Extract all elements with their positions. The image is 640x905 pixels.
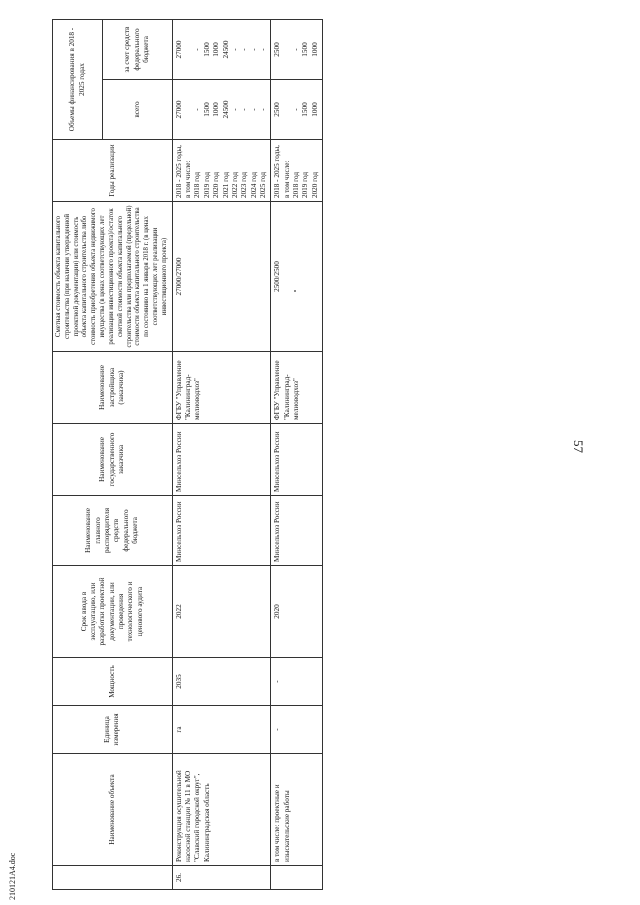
total-line: - xyxy=(292,108,301,111)
years-cell xyxy=(271,140,323,202)
table-row xyxy=(271,20,323,890)
federal-line: 27000 xyxy=(174,40,183,59)
developer-cell: ФГБУ "Управление "Калининград-мелиоводхоз" xyxy=(271,352,323,424)
federal-line: - xyxy=(292,48,301,51)
federal-line: 1000 xyxy=(212,42,221,57)
federal-line xyxy=(184,23,193,76)
total-line: 1500 xyxy=(202,102,211,117)
total-line: 24500 xyxy=(221,100,230,119)
deadline-cell: 2022 xyxy=(172,566,271,658)
cost-cell: 27000/27000 xyxy=(172,202,271,352)
years-line: 2018 - 2025 годы, xyxy=(174,145,183,198)
years-line: 2018 - 2025 годы, xyxy=(273,145,282,198)
capacity-cell: - xyxy=(271,658,323,706)
total-line: 1000 xyxy=(310,102,319,117)
customer-cell: Минсельхоз России xyxy=(271,424,323,496)
unit-cell: - xyxy=(271,706,323,754)
years-line: 2025 год xyxy=(259,172,267,198)
federal-line: - xyxy=(240,48,249,51)
total-line: 27000 xyxy=(174,100,183,119)
years-cell xyxy=(172,140,271,202)
rotated-table-container xyxy=(52,20,572,890)
total-line: - xyxy=(259,108,267,111)
document-id: 210121A4.doc xyxy=(8,852,17,900)
federal-line: - xyxy=(230,48,239,51)
capacity-cell: 2035 xyxy=(172,658,271,706)
developer-cell: ФГБУ "Управление "Калининград-мелиоводхоз" xyxy=(172,352,271,424)
years-line: 2021 год xyxy=(221,172,230,198)
header-deadline: Срок ввода в эксплуатацию, или разработки проектной документации, или проведения технологического и ценового аудита xyxy=(53,566,173,658)
header-capacity: Мощность xyxy=(53,658,173,706)
years-line: 2020 год xyxy=(212,172,221,198)
header-financing: Объемы финансирования в 2018 - 2025 годах xyxy=(53,20,103,140)
federal-cell xyxy=(271,20,323,80)
years-line: 2019 год xyxy=(202,172,211,198)
object-name: Реконструкция осушительной насосной станции № 11 в МО "Славский городской округ", Калининградская область xyxy=(172,754,271,866)
total-line: - xyxy=(230,108,239,111)
federal-line xyxy=(283,23,292,76)
header-unit: Единица измерения xyxy=(53,706,173,754)
total-line: - xyxy=(240,108,249,111)
header-cost: Сметная стоимость объекта капитального строительства (при наличии утвержденной проектной документации) или стоимость объекта капитального строительства либо стоимость приобретения объекта недвижимого имущества (в ценах соответствующих лет реализации инвестиционного проекта)/остаток сметной стоимости объекта капитального строительства или предполагаемой (предельной) стоимости объекта капитального строительства по состоянию на 1 января 2018 г. (в ценах соответствующих лет реализации инвестиционного проекта) xyxy=(53,202,173,352)
years-line: 2023 год xyxy=(240,172,249,198)
chief-cell: Минсельхоз России xyxy=(172,496,271,566)
table-body xyxy=(172,20,322,890)
years-line: 2022 год xyxy=(230,172,239,198)
total-line xyxy=(283,83,292,136)
federal-line: - xyxy=(259,48,267,51)
deadline-cell: 2020 xyxy=(271,566,323,658)
years-line: 2024 год xyxy=(249,172,258,198)
header-total: всего xyxy=(103,80,173,140)
federal-line: 1500 xyxy=(301,42,310,57)
header-name: Наименование объекта xyxy=(53,754,173,866)
federal-line: 2500 xyxy=(273,42,282,57)
years-line: 2020 год xyxy=(310,172,319,198)
investment-table xyxy=(52,19,323,890)
row-number: 26. xyxy=(172,866,271,890)
total-line: 1500 xyxy=(301,102,310,117)
years-line: 2018 год xyxy=(292,172,301,198)
table-header xyxy=(53,20,173,890)
years-line: 2019 год xyxy=(301,172,310,198)
header-customer: Наименование государственного заказчика xyxy=(53,424,173,496)
federal-line: 1000 xyxy=(310,42,319,57)
object-name: в том числе: проектные и изыскательские работы xyxy=(271,754,323,866)
total-cell xyxy=(172,80,271,140)
cost-cell: 2500/2500 xyxy=(271,202,323,352)
header-chief: Наименование главного распорядителя средств федерального бюджета xyxy=(53,496,173,566)
table-row xyxy=(172,20,271,890)
years-line: в том числе: xyxy=(282,160,291,198)
header-developer: Наименование застройщика (заказчика) xyxy=(53,352,173,424)
total-line xyxy=(184,83,193,136)
total-line: 2500 xyxy=(273,102,282,117)
total-line: - xyxy=(249,108,258,111)
federal-line: - xyxy=(249,48,258,51)
unit-cell: га xyxy=(172,706,271,754)
row-number xyxy=(271,866,323,890)
header-num xyxy=(53,866,173,890)
customer-cell: Минсельхоз России xyxy=(172,424,271,496)
chief-cell: Минсельхоз России xyxy=(271,496,323,566)
header-years: Годы реализации xyxy=(53,140,173,202)
total-cell xyxy=(271,80,323,140)
years-line: 2018 год xyxy=(193,172,202,198)
federal-line: 1500 xyxy=(202,42,211,57)
years-line: в том числе: xyxy=(184,160,193,198)
total-line: 1000 xyxy=(212,102,221,117)
federal-cell xyxy=(172,20,271,80)
total-line: - xyxy=(193,108,202,111)
page-number: 57 xyxy=(571,440,586,453)
federal-line: 24500 xyxy=(221,40,230,59)
federal-line: - xyxy=(193,48,202,51)
header-federal: за счет средств федерального бюджета xyxy=(103,20,173,80)
